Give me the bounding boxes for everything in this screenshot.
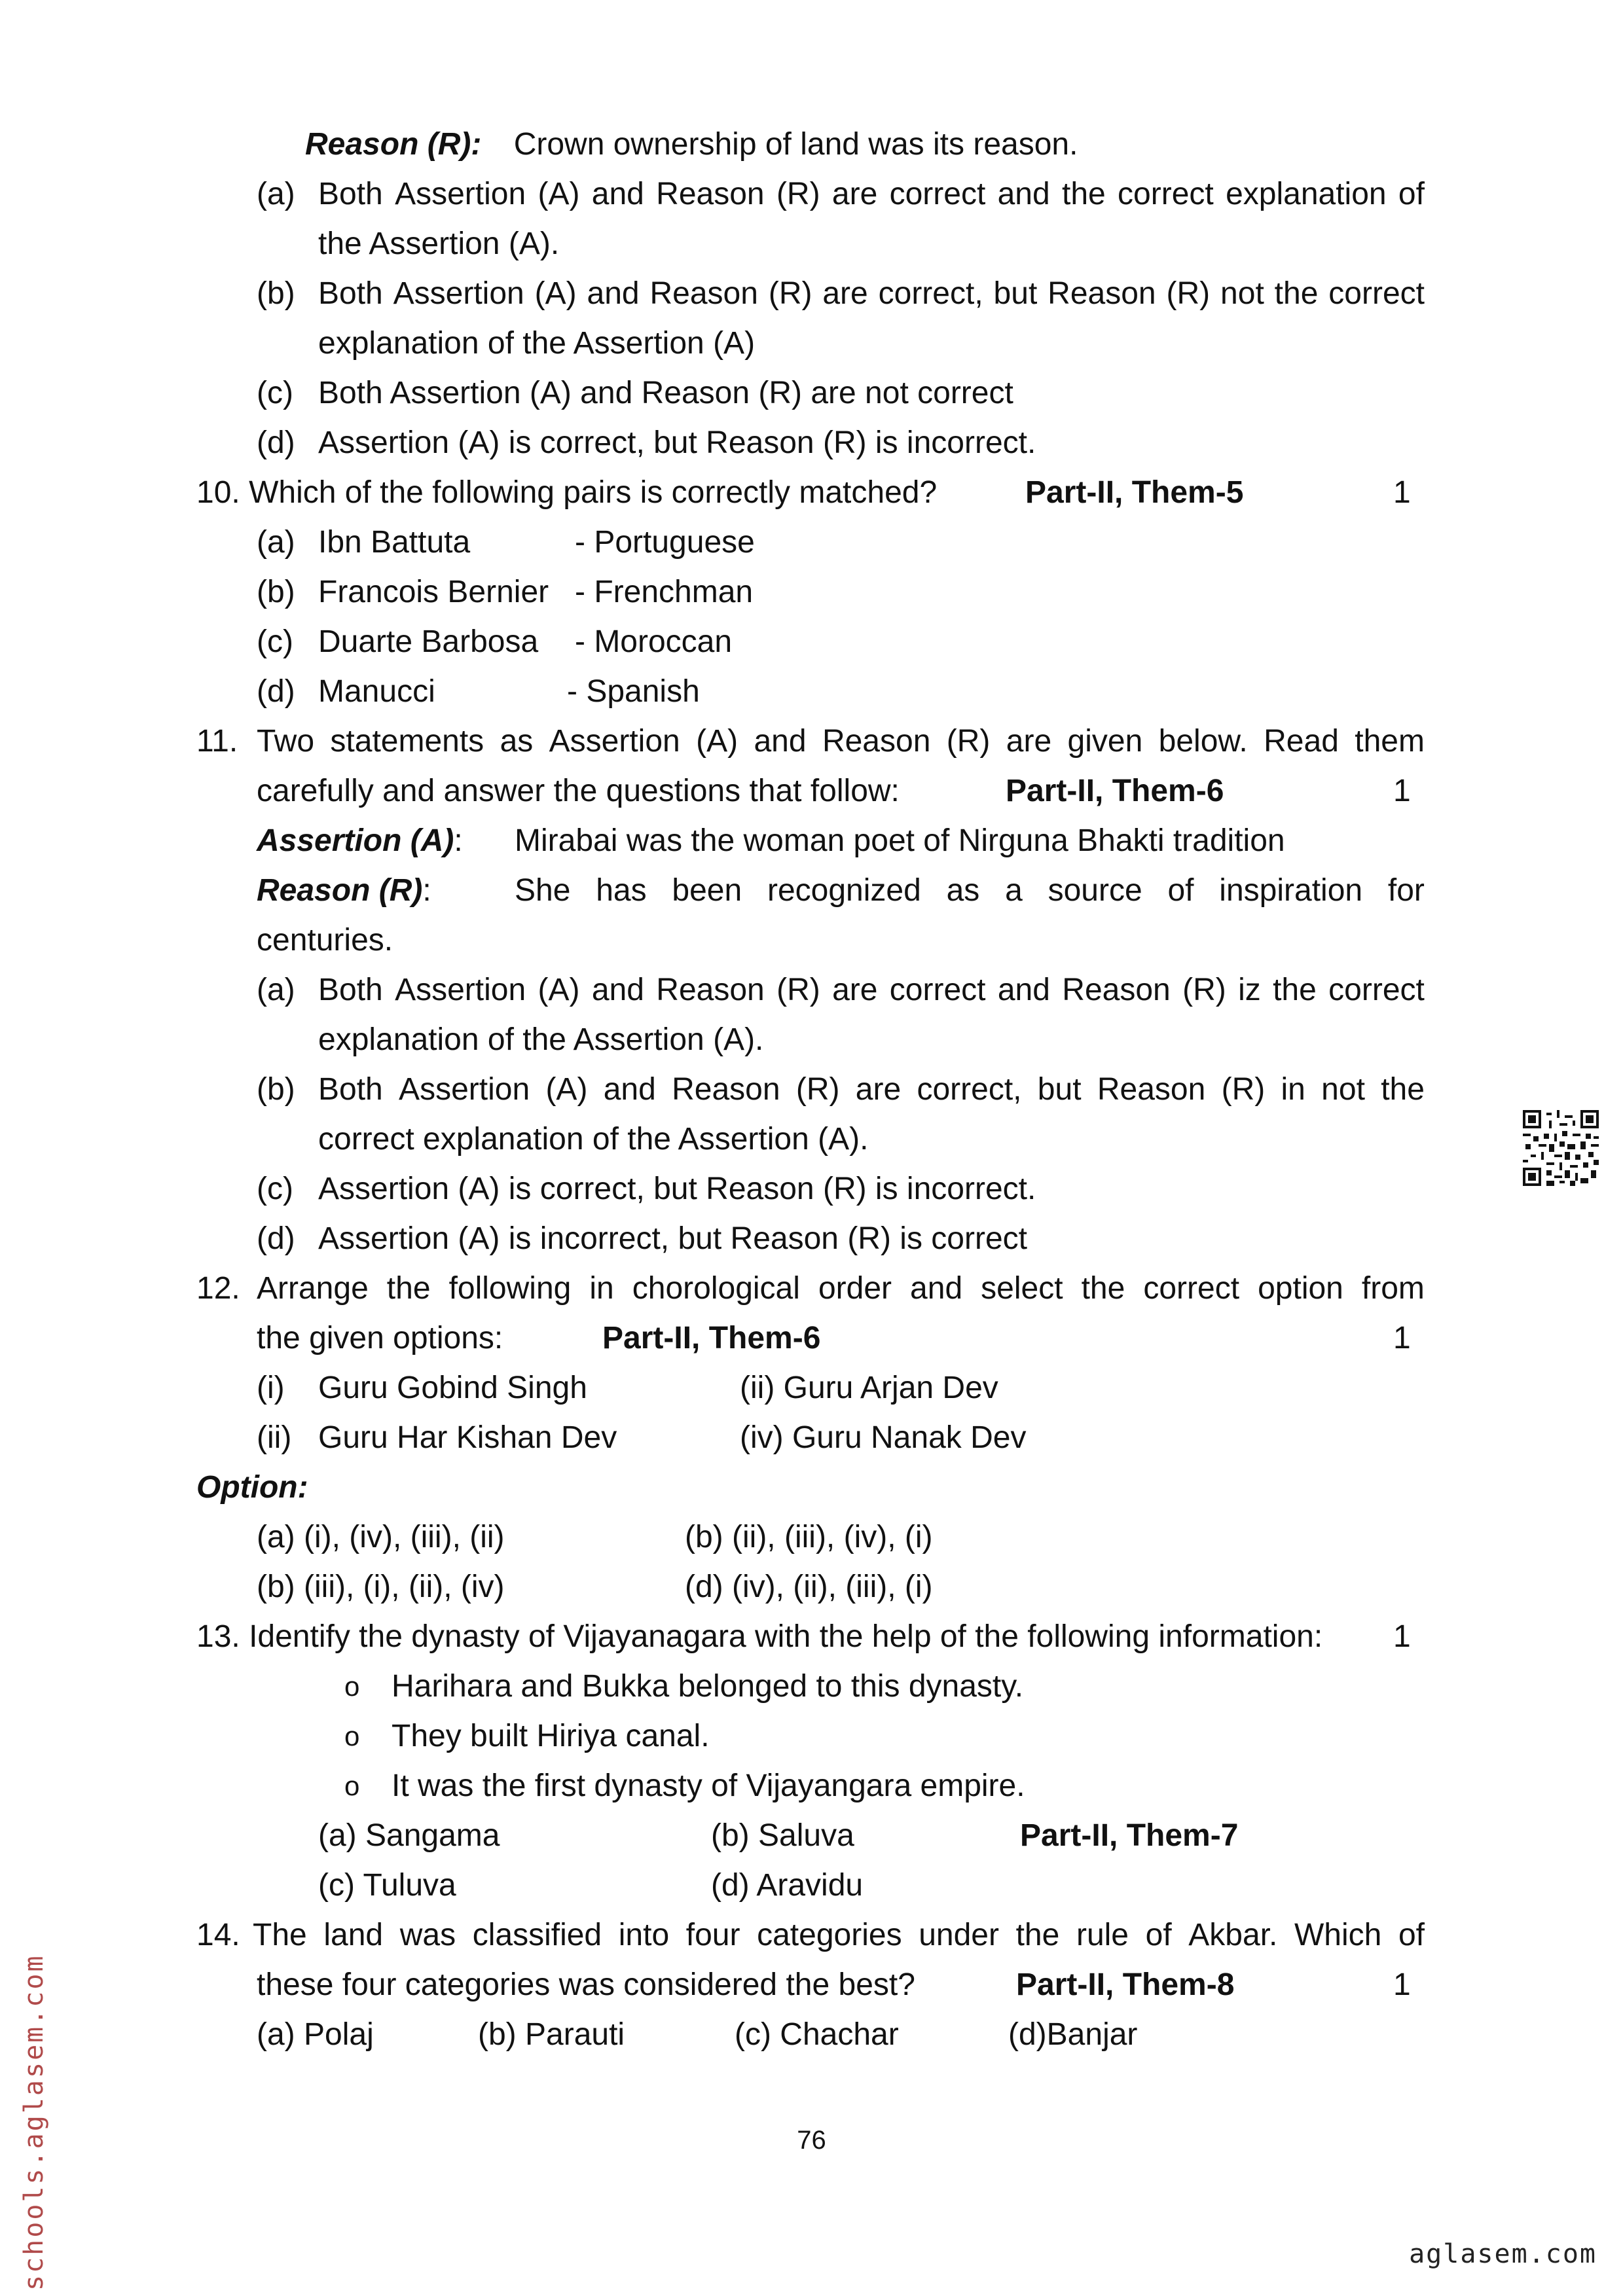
q9-option-b-line2: explanation of the Assertion (A) (318, 326, 756, 361)
q11-reason-text: She has been recognized as a source of inspiration for (515, 873, 1425, 908)
q10-marks: 1 (1393, 475, 1411, 510)
q11-option-c-line1: Assertion (A) is correct, but Reason (R) is incorrect. (318, 1172, 1036, 1206)
q12-item-3-label: (ii) (257, 1420, 292, 1455)
q12-choice-d: (d) (iv), (ii), (iii), (i) (685, 1570, 933, 1604)
q11-assertion-label-group (257, 820, 463, 862)
q13-choice-b: (b) Saluva (711, 1818, 854, 1853)
q14-marks: 1 (1393, 1967, 1411, 2002)
q11-option-a-label: (a) (257, 973, 295, 1007)
q11-reason-colon: : (422, 873, 431, 908)
q11-line1: Two statements as Assertion (A) and Reason (R) are given below. Read them (257, 724, 1425, 759)
q9-reason-label: Reason (R): (305, 127, 482, 162)
q12-line1: Arrange the following in chorological order and select the correct option from (257, 1271, 1425, 1306)
q13-bullet-1: Harihara and Bukka belonged to this dynasty. (392, 1669, 1024, 1704)
q11-assertion-text: Mirabai was the woman poet of Nirguna Bhakti tradition (515, 823, 1285, 858)
q11-reason-cont: centuries. (257, 923, 393, 958)
q13-bullet-1-marker: o (344, 1671, 360, 1702)
side-watermark: schools.aglasem.com (19, 1954, 49, 2291)
q13-question: 13. Identify the dynasty of Vijayanagara with the help of the following information: (196, 1619, 1323, 1654)
q9-option-d-line1: Assertion (A) is correct, but Reason (R) is incorrect. (318, 425, 1036, 460)
q9-option-c-label: (c) (257, 376, 293, 410)
q11-reason-label: Reason (R) (257, 873, 423, 908)
q14-ref: Part-II, Them-8 (1016, 1967, 1235, 2002)
q11-option-b-line1: Both Assertion (A) and Reason (R) are correct, but Reason (R) in not the (318, 1072, 1425, 1107)
q13-bullet-2-marker: o (344, 1721, 360, 1751)
q11-option-c-label: (c) (257, 1172, 293, 1206)
q14-choice-b: (b) Parauti (478, 2017, 625, 2052)
q9-option-b-line1: Both Assertion (A) and Reason (R) are correct, but Reason (R) not the correct (318, 276, 1425, 311)
q9-option-d-label: (d) (257, 425, 295, 460)
q11-option-b-line2: correct explanation of the Assertion (A). (318, 1122, 869, 1157)
q12-ref: Part-II, Them-6 (602, 1321, 821, 1355)
q10-option-d-match: - Spanish (567, 674, 700, 709)
q10-option-a-label: (a) (257, 525, 295, 560)
q14-choice-d: (d)Banjar (1008, 2017, 1138, 2052)
q9-option-c-line1: Both Assertion (A) and Reason (R) are not correct (318, 376, 1013, 410)
q10-option-c-label: (c) (257, 624, 293, 659)
q10-option-b-name: Francois Bernier (318, 575, 549, 609)
q11-assertion-colon: : (454, 823, 463, 858)
q9-option-b-label: (b) (257, 276, 295, 311)
q12-item-1-label: (i) (257, 1371, 285, 1405)
q10-option-b-match: - Frenchman (575, 575, 754, 609)
q10-ref: Part-II, Them-5 (1025, 475, 1244, 510)
q12-line2: the given options: (257, 1321, 503, 1355)
q12-option-heading: Option: (196, 1470, 308, 1505)
q9-option-a-line1: Both Assertion (A) and Reason (R) are correct and the correct explanation of (318, 177, 1425, 211)
q12-item-1-text: Guru Gobind Singh (318, 1371, 587, 1405)
q12-choice-a: (a) (i), (iv), (iii), (ii) (257, 1520, 505, 1554)
q11-option-b-label: (b) (257, 1072, 295, 1107)
q10-option-b-label: (b) (257, 575, 295, 609)
page-number: 76 (797, 2126, 826, 2155)
q11-line2: carefully and answer the questions that follow: (257, 774, 900, 808)
q14-line2: these four categories was considered the best? (257, 1967, 915, 2002)
q11-option-a-line2: explanation of the Assertion (A). (318, 1022, 764, 1057)
q11-option-d-line1: Assertion (A) is incorrect, but Reason (R) is correct (318, 1221, 1027, 1256)
q11-option-d-label: (d) (257, 1221, 295, 1256)
q13-bullet-3-marker: o (344, 1770, 360, 1801)
q14-choice-a: (a) Polaj (257, 2017, 374, 2052)
corner-watermark: aglasem.com (1409, 2239, 1597, 2269)
q11-marks: 1 (1393, 774, 1411, 808)
q13-choice-c: (c) Tuluva (318, 1868, 456, 1903)
q13-marks: 1 (1393, 1619, 1411, 1654)
q12-number: 12. (196, 1271, 240, 1306)
q10-option-d-label: (d) (257, 674, 295, 709)
q13-choice-d: (d) Aravidu (711, 1868, 864, 1903)
q13-bullet-3: It was the first dynasty of Vijayangara empire. (392, 1768, 1025, 1803)
q14-number: 14. (196, 1918, 240, 1952)
q13-bullet-2: They built Hiriya canal. (392, 1719, 710, 1753)
q12-choice-c: (b) (iii), (i), (ii), (iv) (257, 1570, 505, 1604)
q14-choice-c: (c) Chachar (735, 2017, 899, 2052)
q10-question: 10. Which of the following pairs is correctly matched? (196, 475, 938, 510)
q10-option-c-match: - Moroccan (575, 624, 733, 659)
q10-option-a-match: - Portuguese (575, 525, 755, 560)
q12-item-3-text: Guru Har Kishan Dev (318, 1420, 617, 1455)
q11-reason-label-group (257, 870, 431, 912)
q12-choice-b: (b) (ii), (iii), (iv), (i) (685, 1520, 933, 1554)
q9-reason-text: Crown ownership of land was its reason. (513, 127, 1078, 162)
q11-assertion-label: Assertion (A) (257, 823, 454, 858)
q9-option-a-line2: the Assertion (A). (318, 226, 560, 261)
q11-number: 11. (196, 724, 238, 759)
q14-line1: The land was classified into four categories under the rule of Akbar. Which of (253, 1918, 1425, 1952)
q13-ref: Part-II, Them-7 (1020, 1818, 1239, 1853)
q10-option-c-name: Duarte Barbosa (318, 624, 539, 659)
q9-reason-line (305, 124, 1078, 166)
q10-option-d-name: Manucci (318, 674, 435, 709)
q11-option-a-line1: Both Assertion (A) and Reason (R) are correct and Reason (R) iz the correct (318, 973, 1425, 1007)
q9-option-a-label: (a) (257, 177, 295, 211)
q12-marks: 1 (1393, 1321, 1411, 1355)
q11-ref: Part-II, Them-6 (1006, 774, 1224, 808)
q13-choice-a: (a) Sangama (318, 1818, 500, 1853)
qr-code (1523, 1110, 1599, 1186)
q10-option-a-name: Ibn Battuta (318, 525, 471, 560)
q12-item-4: (iv) Guru Nanak Dev (740, 1420, 1027, 1455)
q12-item-2: (ii) Guru Arjan Dev (740, 1371, 998, 1405)
